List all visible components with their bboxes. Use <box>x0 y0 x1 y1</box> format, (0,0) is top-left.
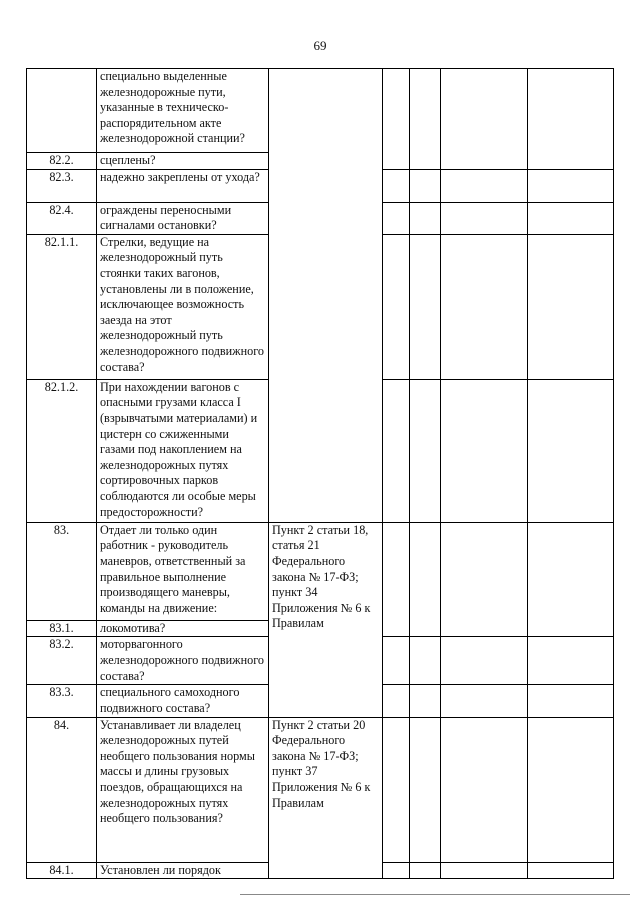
answer-no-cell <box>410 234 441 379</box>
answer-no-cell <box>410 69 441 170</box>
answer-na-cell <box>441 234 528 379</box>
table-row <box>27 522 614 620</box>
table-row <box>27 717 614 862</box>
answer-na-cell <box>441 69 528 170</box>
row-number: 84. <box>27 717 97 862</box>
row-number <box>27 69 97 153</box>
remarks-cell <box>528 862 614 879</box>
row-question: локомотива? <box>97 620 269 637</box>
answer-na-cell <box>441 717 528 862</box>
remarks-cell <box>528 637 614 685</box>
row-number: 82.3. <box>27 169 97 202</box>
row-number: 83. <box>27 522 97 620</box>
answer-no-cell <box>410 717 441 862</box>
row-question: При нахождении вагонов с опасными грузами класса I (взрывчатыми материалами) и цистерн со сжиженными газами под накоплением на железнодорожных путях сортировочных парков соблюдаются ли особые меры предосторожности? <box>97 379 269 522</box>
remarks-cell <box>528 69 614 170</box>
table-row <box>27 69 614 153</box>
reference-cell-empty <box>269 69 383 523</box>
answer-yes-cell <box>383 637 410 685</box>
row-number: 82.1.1. <box>27 234 97 379</box>
scan-edge-line <box>240 894 630 895</box>
legal-reference: Пункт 2 статьи 18, статья 21 Федерального закона № 17-ФЗ; пункт 34 Приложения № 6 к Правилам <box>269 522 383 717</box>
remarks-cell <box>528 234 614 379</box>
answer-na-cell <box>441 379 528 522</box>
answer-no-cell <box>410 379 441 522</box>
remarks-cell <box>528 169 614 202</box>
remarks-cell <box>528 379 614 522</box>
row-question: надежно закреплены от ухода? <box>97 169 269 202</box>
row-question: специального самоходного подвижного состава? <box>97 685 269 717</box>
answer-yes-cell <box>383 379 410 522</box>
answer-na-cell <box>441 522 528 637</box>
answer-yes-cell <box>383 169 410 202</box>
answer-na-cell <box>441 685 528 717</box>
remarks-cell <box>528 202 614 234</box>
answer-yes-cell <box>383 522 410 637</box>
row-number: 82.1.2. <box>27 379 97 522</box>
row-number: 83.3. <box>27 685 97 717</box>
answer-no-cell <box>410 862 441 879</box>
row-question: сцеплены? <box>97 153 269 170</box>
answer-yes-cell <box>383 69 410 170</box>
answer-na-cell <box>441 637 528 685</box>
row-number: 83.1. <box>27 620 97 637</box>
row-number: 83.2. <box>27 637 97 685</box>
row-question: моторвагонного железнодорожного подвижного состава? <box>97 637 269 685</box>
answer-na-cell <box>441 169 528 202</box>
legal-reference: Пункт 2 статьи 20 Федерального закона № 17-ФЗ; пункт 37 Приложения № 6 к Правилам <box>269 717 383 879</box>
answer-na-cell <box>441 202 528 234</box>
answer-yes-cell <box>383 234 410 379</box>
page-number: 69 <box>313 38 327 53</box>
row-question: Стрелки, ведущие на железнодорожный путь стоянки таких вагонов, установлены ли в положение, исключающее возможность заезда на этот железнодорожный путь железнодорожного подвижного состава? <box>97 234 269 379</box>
answer-yes-cell <box>383 685 410 717</box>
answer-no-cell <box>410 685 441 717</box>
row-number: 82.2. <box>27 153 97 170</box>
answer-no-cell <box>410 202 441 234</box>
answer-yes-cell <box>383 202 410 234</box>
row-number: 82.4. <box>27 202 97 234</box>
row-question: Устанавливает ли владелец железнодорожных путей необщего пользования нормы массы и длины грузовых поездов, обращающихся на железнодорожных путях необщего пользования? <box>97 717 269 862</box>
answer-no-cell <box>410 522 441 637</box>
row-question: Установлен ли порядок <box>97 862 269 879</box>
remarks-cell <box>528 717 614 862</box>
answer-yes-cell <box>383 862 410 879</box>
row-question: специально выделенные железнодорожные пути, указанные в техническо-распорядительном акте железнодорожной станции? <box>97 69 269 153</box>
answer-no-cell <box>410 169 441 202</box>
row-number: 84.1. <box>27 862 97 879</box>
remarks-cell <box>528 522 614 637</box>
answer-no-cell <box>410 637 441 685</box>
row-question: Отдает ли только один работник - руководитель маневров, ответственный за правильное выполнение производящего маневры, команды на движение: <box>97 522 269 620</box>
checklist-table <box>26 68 614 879</box>
answer-na-cell <box>441 862 528 879</box>
remarks-cell <box>528 685 614 717</box>
row-question: ограждены переносными сигналами остановки? <box>97 202 269 234</box>
answer-yes-cell <box>383 717 410 862</box>
